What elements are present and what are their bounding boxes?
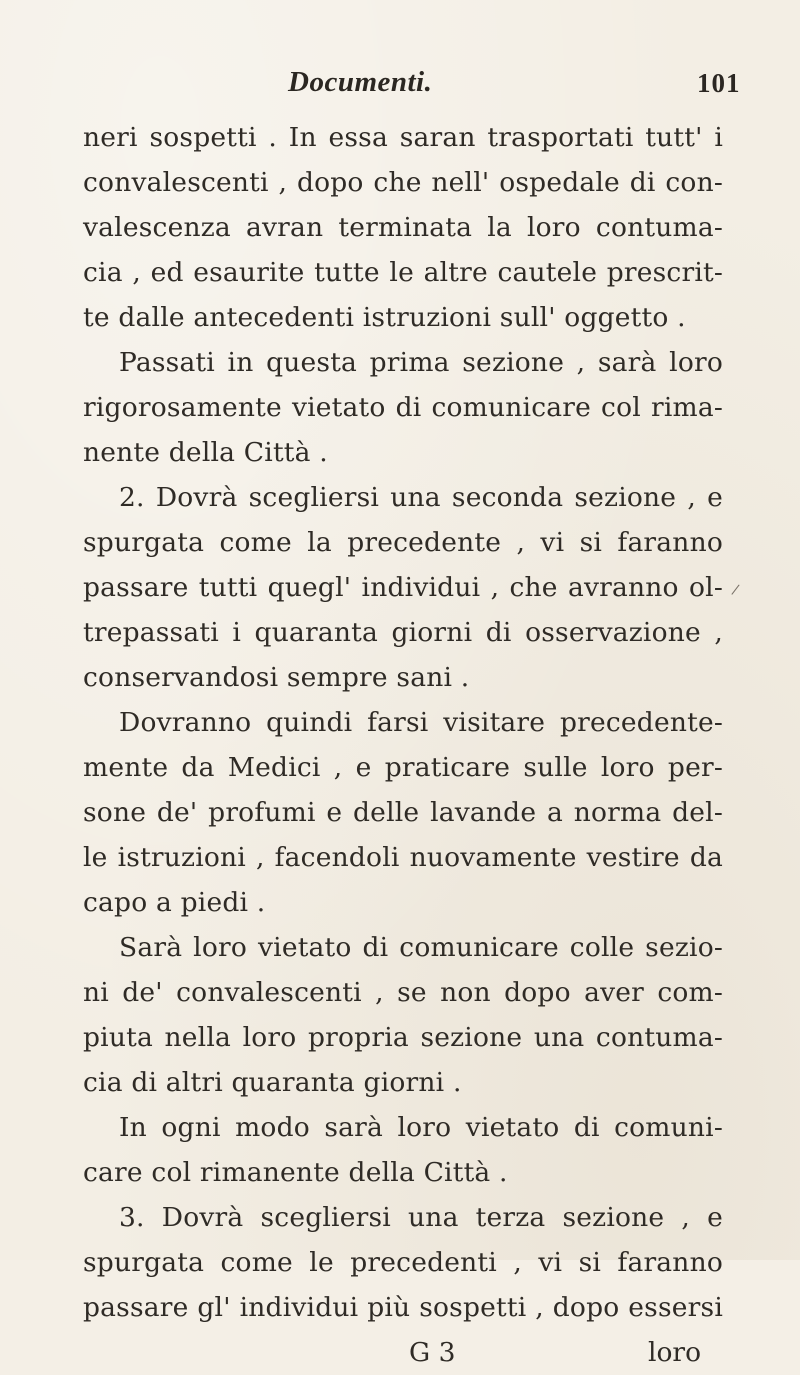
text-line: valescenza avran terminata la loro contuma-	[83, 212, 723, 243]
page-header	[0, 66, 800, 106]
text-line: In ogni modo sarà loro vietato di comuni-	[119, 1112, 723, 1143]
text-line: mente da Medici , e praticare sulle loro per-	[83, 752, 723, 783]
text-line: passare gl' individui più sospetti , dopo essersi	[83, 1292, 723, 1323]
text-line: rigorosamente vietato di comunicare col rima-	[83, 392, 723, 423]
ink-speck: /	[730, 581, 741, 599]
text-line: conservandosi sempre sani .	[83, 662, 470, 693]
text-line: trepassati i quaranta giorni di osservazione ,	[83, 617, 723, 648]
running-title: Documenti.	[288, 66, 433, 98]
text-line: ni de' convalescenti , se non dopo aver com-	[83, 977, 723, 1008]
text-line: neri sospetti . In essa saran trasportati tutt' i	[83, 122, 723, 153]
text-line: sone de' profumi e delle lavande a norma del-	[83, 797, 723, 828]
text-line: Dovranno quindi farsi visitare precedente-	[119, 707, 723, 738]
text-line: capo a piedi .	[83, 887, 266, 918]
text-line: piuta nella loro propria sezione una contuma-	[83, 1022, 723, 1053]
text-line: Sarà loro vietato di comunicare colle sezio-	[119, 932, 723, 963]
text-line: 3. Dovrà scegliersi una terza sezione , e	[119, 1202, 723, 1233]
text-line: le istruzioni , facendoli nuovamente vestire da	[83, 842, 723, 873]
text-line: 2. Dovrà scegliersi una seconda sezione , e	[119, 482, 723, 513]
text-line: care col rimanente della Città .	[83, 1157, 508, 1188]
page-number: 101	[697, 68, 741, 98]
text-line: spurgata come la precedente , vi si faranno	[83, 527, 723, 558]
text-line: Passati in questa prima sezione , sarà loro	[119, 347, 723, 378]
text-line: nente della Città .	[83, 437, 328, 468]
footer-line	[83, 1330, 723, 1375]
text-line: te dalle antecedenti istruzioni sull' oggetto .	[83, 302, 686, 333]
text-line: cia , ed esaurite tutte le altre cautele prescrit-	[83, 257, 723, 288]
catchword: loro	[648, 1337, 702, 1368]
text-line: convalescenti , dopo che nell' ospedale di con-	[83, 167, 723, 198]
body-text	[83, 115, 723, 1375]
text-line: cia di altri quaranta giorni .	[83, 1067, 462, 1098]
text-line: passare tutti quegl' individui , che avranno ol-	[83, 572, 723, 603]
text-line: spurgata come le precedenti , vi si faranno	[83, 1247, 723, 1278]
signature-mark: G 3	[409, 1337, 456, 1368]
